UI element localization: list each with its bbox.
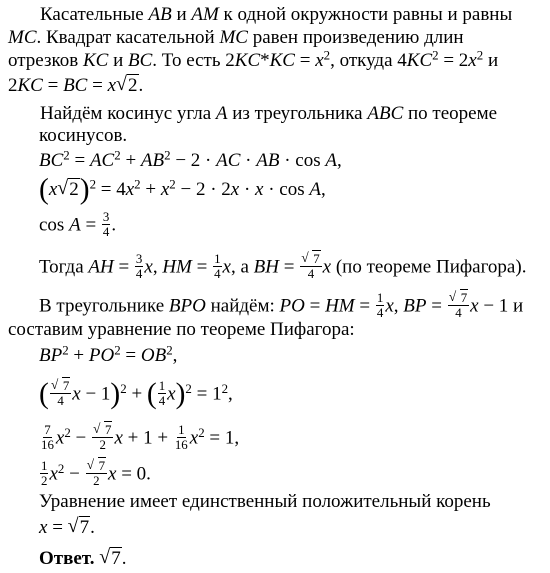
text-line-11: x = √ 7. (39, 518, 95, 537)
answer-label: Ответ. (39, 548, 95, 569)
text-line-1: Касательные AB и AM к одной окружности равны и равны (40, 4, 513, 25)
text-line-8: В треугольнике BPO найдём: PO = HM = $\frac{1}{4}$ x, BP = √ $\frac{7}{4}$ x − 1 и (39, 293, 523, 321)
equation-1: $BC^2 = AC^2 + AB^2 - 2$ · AC · AB · cos A, (39, 147, 342, 171)
equation-7: $\frac{1}{2}$ $x^2$ − √ $\frac{7}{2}$ x = 0. (39, 461, 151, 489)
text-line-4: 2KC = BC = x√ 2. (8, 76, 143, 95)
answer-line: Ответ. √ 7. (39, 549, 126, 568)
text-line-10: Уравнение имеет единственный положительный корень (39, 491, 491, 512)
text-line-7: Тогда AH = $\frac{3}{4}$ x, HM = $\frac{1}{4}$ x, а BH = √ $\frac{7}{4}$ x (по теореме Пифагора). (39, 254, 526, 282)
text-line-2: MC. Квадрат касательной MC равен произведению длин (8, 27, 464, 48)
equation-5: ( √ $\frac{7}{4}$ x − 1)$^2$ + ( $\frac{1}{4}$ $x)^2 = 1^2$, (39, 381, 233, 409)
text-line-6: косинусов. (39, 125, 128, 146)
text-line-3: отрезков KC и BC. То есть $2KC*KC = x^2$, откуда $4KC^2 = 2x^2$ и (8, 47, 499, 71)
equation-6: $\frac{7}{16}$ $x^2$ − √ $\frac{7}{2}$ x + 1 + $\frac{1}{16}$ $x^2 = 1$, (39, 425, 239, 453)
text-line-9: составим уравнение по теореме Пифагора: (8, 319, 355, 340)
equation-3: cos A = $\frac{3}{4}$ . (39, 209, 117, 239)
equation-4: $BP^2 + PO^2 = OB^2$, (39, 342, 178, 366)
text-line-5: Найдём косинус угла A из треугольника ABC по теореме (40, 103, 498, 124)
equation-2: (x√ $2)^2 = 4x^2 + x^2 - 2 \cdot 2x \cdot x \cdot \cos A$, (39, 180, 326, 199)
